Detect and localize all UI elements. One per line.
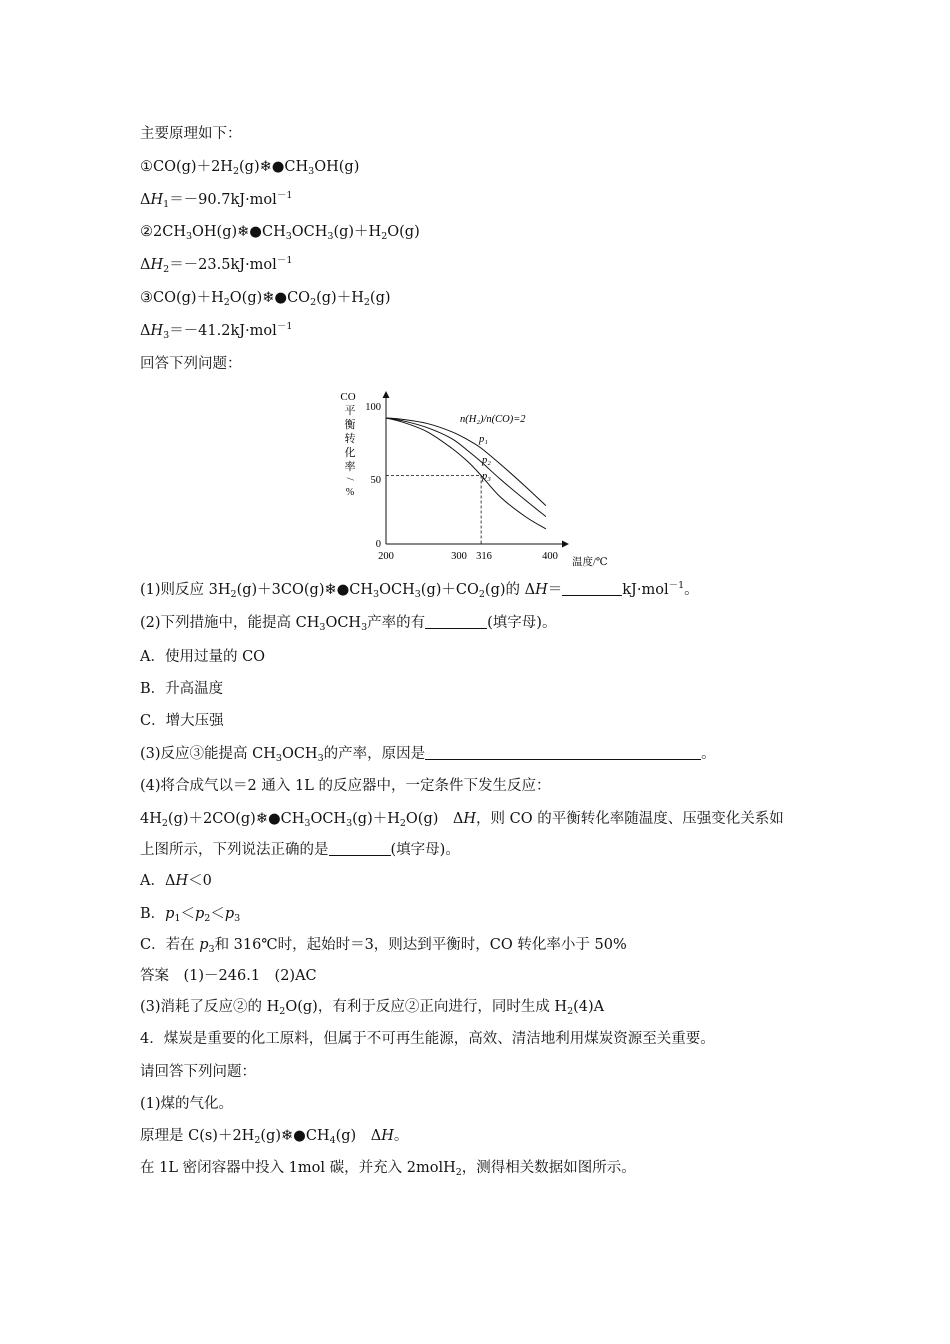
series-line-p3 xyxy=(386,418,546,529)
y-tick-label: 50 xyxy=(370,475,381,486)
answer-blank[interactable] xyxy=(425,614,487,629)
option-2c: C．增大压强 xyxy=(140,713,224,729)
problem-4-part1: (1)煤的气化。 xyxy=(140,1096,234,1112)
y-axis-label-char: 平 xyxy=(344,405,356,417)
x-tick-label: 400 xyxy=(542,551,558,562)
answer-blank[interactable] xyxy=(562,581,622,596)
equilibrium-arrow-icon: ❄● xyxy=(262,290,288,306)
reaction-2: $②2CH_3OH(g)❄●CH_3OCH_3(g)+H_2O(g)$ xyxy=(140,224,420,242)
equilibrium-arrow-icon: ❄● xyxy=(281,1128,306,1144)
equilibrium-arrow-icon: ❄● xyxy=(324,582,350,598)
question-4-cont: 上图所示，下列说法正确的是 (填字母)。 xyxy=(140,842,460,858)
series-label-p2: p₂ xyxy=(482,455,491,466)
answer-line-3: (3)消耗了反应②的 $H_2O(g)$，有利于反应②正向进行，同时生成 $H_2(4)A$ xyxy=(140,999,605,1017)
y-axis-label-char: 衡 xyxy=(344,419,356,431)
x-tick-label: 200 xyxy=(378,551,394,562)
equilibrium-arrow-icon: ❄● xyxy=(259,159,285,175)
ratio-annotation: n(H₂)/n(CO)=2 xyxy=(460,414,526,425)
answer-blank[interactable] xyxy=(329,841,391,856)
y-axis-label-char: % xyxy=(345,487,355,498)
equilibrium-arrow-icon: ❄● xyxy=(237,224,262,240)
series-group xyxy=(386,418,546,529)
question-2: (2)下列措施中，能提高 $CH_3OCH_3$产率的有 (填字母)。 xyxy=(140,615,557,633)
problem-4-principle: 原理是 $C(s)+2H_2(g)❄●CH_4(g)$ ΔH。 xyxy=(140,1128,409,1146)
question-4-reaction: $4H_2(g)+2CO(g)❄●CH_3OCH_3(g)+H_2O(g)$ ΔH，则 CO 的平衡转化率随温度、压强变化关系如 xyxy=(140,811,784,829)
y-axis-label-char: 化 xyxy=(344,447,356,459)
y-axis-label-char: 转 xyxy=(344,433,356,445)
x-tick-label: 316 xyxy=(476,551,492,562)
series-line-p1 xyxy=(386,418,546,506)
chart-svg xyxy=(330,384,630,574)
option-4c: C．若在 $p_3$和 316℃时，起始时＝3，则达到平衡时，CO 转化率小于 50% xyxy=(140,937,627,955)
question-4: (4)将合成气以＝2 通入 1L 的反应器中，一定条件下发生反应： xyxy=(140,778,551,794)
y-axis-label-char: CO xyxy=(340,391,356,403)
reaction-1: $①CO(g)+2H_2(g)❄●CH_3OH(g)$ xyxy=(140,159,360,177)
y-tick-label: 0 xyxy=(375,539,381,550)
enthalpy-1: $\Delta H_1=-90.7kJ\cdot mol^{-1}$ xyxy=(140,190,293,210)
series-label-p1: p₁ xyxy=(479,434,488,445)
answer-blank[interactable] xyxy=(425,745,701,760)
co-conversion-chart xyxy=(330,384,630,574)
reaction-3: $③CO(g)+H_2O(g)❄●CO_2(g)+H_2(g)$ xyxy=(140,290,391,308)
problem-4-prompt: 请回答下列问题： xyxy=(140,1064,256,1080)
series-line-p2 xyxy=(386,418,546,517)
option-2a: A．使用过量的 CO xyxy=(140,649,266,665)
series-label-p3: p₃ xyxy=(482,471,491,482)
y-axis-label-char: 率 xyxy=(344,461,356,473)
answer-prompt: 回答下列问题： xyxy=(140,356,242,372)
x-tick-label: 300 xyxy=(451,551,467,562)
x-axis-label: 温度/℃ xyxy=(572,557,608,568)
question-1: (1)则反应 $3H_2(g)+3CO(g)❄●CH_3OCH_3(g)+CO_2(g)$的 ΔH＝ kJ·mol$^{-1}$。 xyxy=(140,580,699,600)
problem-4-setup: 在 1L 密闭容器中投入 1mol 碳，并充入 2molH$_2$，测得相关数据如图所示。 xyxy=(140,1160,636,1178)
y-axis-label-char: / xyxy=(344,477,356,481)
option-4b: B．$p_1<p_2<p_3$ xyxy=(140,906,241,924)
option-2b: B．升高温度 xyxy=(140,681,224,697)
option-4a: A．ΔH＜0 xyxy=(140,873,212,889)
problem-4: 4．煤炭是重要的化工原料，但属于不可再生能源，高效、清洁地利用煤炭资源至关重要。 xyxy=(140,1031,715,1047)
y-tick-label: 100 xyxy=(365,402,381,413)
question-3: (3)反应③能提高 $CH_3OCH_3$的产率，原因是 。 xyxy=(140,746,716,764)
intro-line: 主要原理如下： xyxy=(140,126,242,142)
enthalpy-2: $\Delta H_2=-23.5kJ\cdot mol^{-1}$ xyxy=(140,255,293,275)
answer-line-1: 答案 (1)－246.1 (2)AC xyxy=(140,968,317,984)
y-axis-label xyxy=(340,391,356,498)
enthalpy-3: $\Delta H_3=-41.2kJ\cdot mol^{-1}$ xyxy=(140,321,293,341)
equilibrium-arrow-icon: ❄● xyxy=(255,811,281,827)
